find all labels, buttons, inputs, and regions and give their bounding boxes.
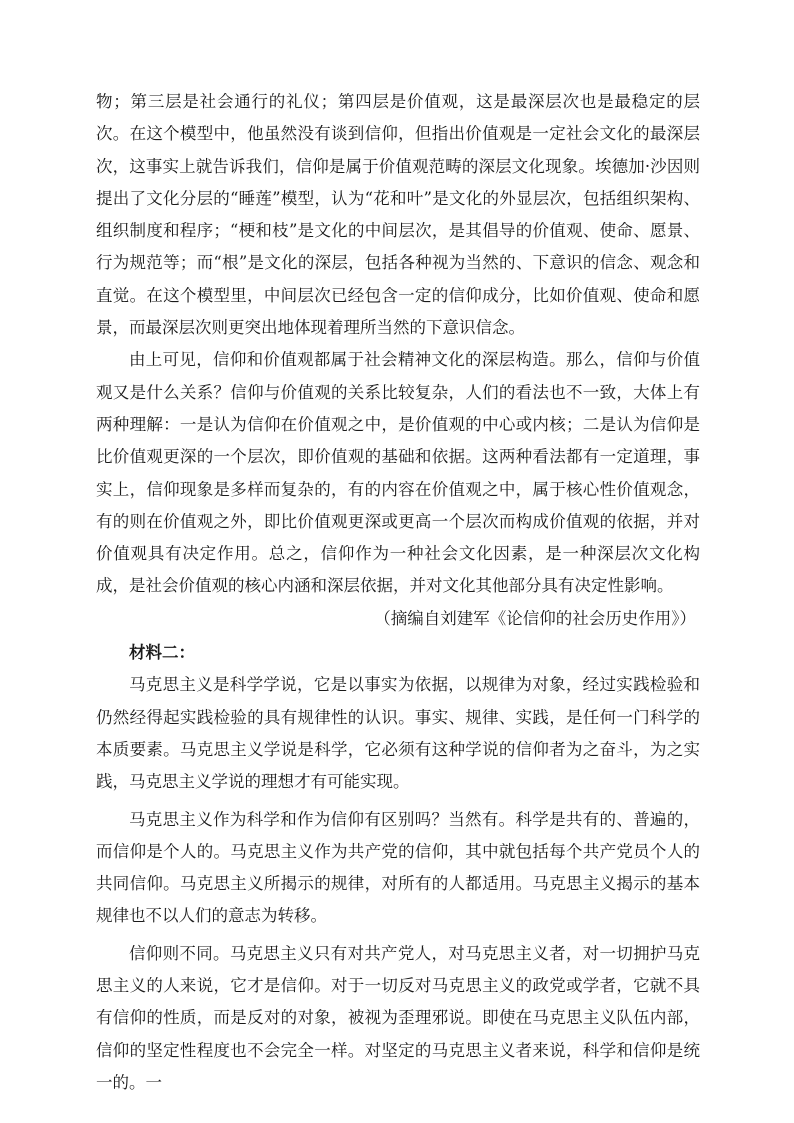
paragraph-belief-and-values: 由上可见，信仰和价值观都属于社会精神文化的深层构造。那么，信仰与价值观又是什么关系？信仰与价值观的关系比较复杂，人们的看法也不一致，大体上有两种理解：一是认为信仰在价值观之中，是价值观的中心或内核；二是认为信仰是比价值观更深的一个层次，即价值观的基础和依据。这两种看法都有一定道理，事实上，信仰现象是多样而复杂的，有的内容在价值观之中，属于核心性价值观念，有的则在价值观之外，即比价值观更深或更高一个层次而构成价值观的依据，并对价值观具有决定作用。总之，信仰作为一种社会文化因素，是一种深层次文化构成，是社会价值观的核心内涵和深层依据，并对文化其他部分具有决定性影响。 <box>96 350 700 596</box>
paragraph-marxism-science: 马克思主义是科学学说，它是以事实为依据，以规律为对象，经过实践检验和仍然经得起实践检验的具有规律性的认识。事实、规律、实践，是任何一门科学的本质要素。马克思主义学说是科学，它必须有这种学说的信仰者为之奋斗，为之实践，马克思主义学说的理想才有可能实现。 <box>96 675 700 792</box>
source-citation: （摘编自刘建军《论信仰的社会历史作用》） <box>374 608 696 628</box>
paragraph-science-vs-belief: 马克思主义作为科学和作为信仰有区别吗？当然有。科学是共有的、普遍的，而信仰是个人的。马克思主义作为共产党的信仰，其中就包括每个共产党员个人的共同信仰。马克思主义所揭示的规律，对所有的人都适用。马克思主义揭示的基本规律也不以人们的意志为转移。 <box>96 809 700 926</box>
paragraph-culture-models: 物；第三层是社会通行的礼仪；第四层是价值观，这是最深层次也是最稳定的层次。在这个模型中，他虽然没有谈到信仰，但指出价值观是一定社会文化的最深层次，这事实上就告诉我们，信仰是属于价值观范畴的深层文化现象。埃德加·沙因则提出了文化分层的“睡莲”模型，认为“花和叶”是文化的外显层次，包括组织架构、组织制度和程序；“梗和枝”是文化的中间层次，是其倡导的价值观、使命、愿景、行为规范等；而“根”是文化的深层，包括各种视为当然的、下意识的信念、观念和直觉。在这个模型里，中间层次已经包含一定的信仰成分，比如价值观、使命和愿景，而最深层次则更突出地体现着理所当然的下意识信念。 <box>96 92 700 338</box>
document-body <box>96 86 700 1099</box>
section-heading-material-two: 材料二： <box>129 643 195 663</box>
paragraph-belief-differs: 信仰则不同。马克思主义只有对共产党人，对马克思主义者，对一切拥护马克思主义的人来说，它才是信仰。对于一切反对马克思主义的政党或学者，它就不具有信仰的性质，而是反对的对象，被视为歪理邪说。即使在马克思主义队伍内部，信仰的坚定性程度也不会完全一样。对坚定的马克思主义者来说，科学和信仰是统一的。一 <box>96 943 700 1092</box>
